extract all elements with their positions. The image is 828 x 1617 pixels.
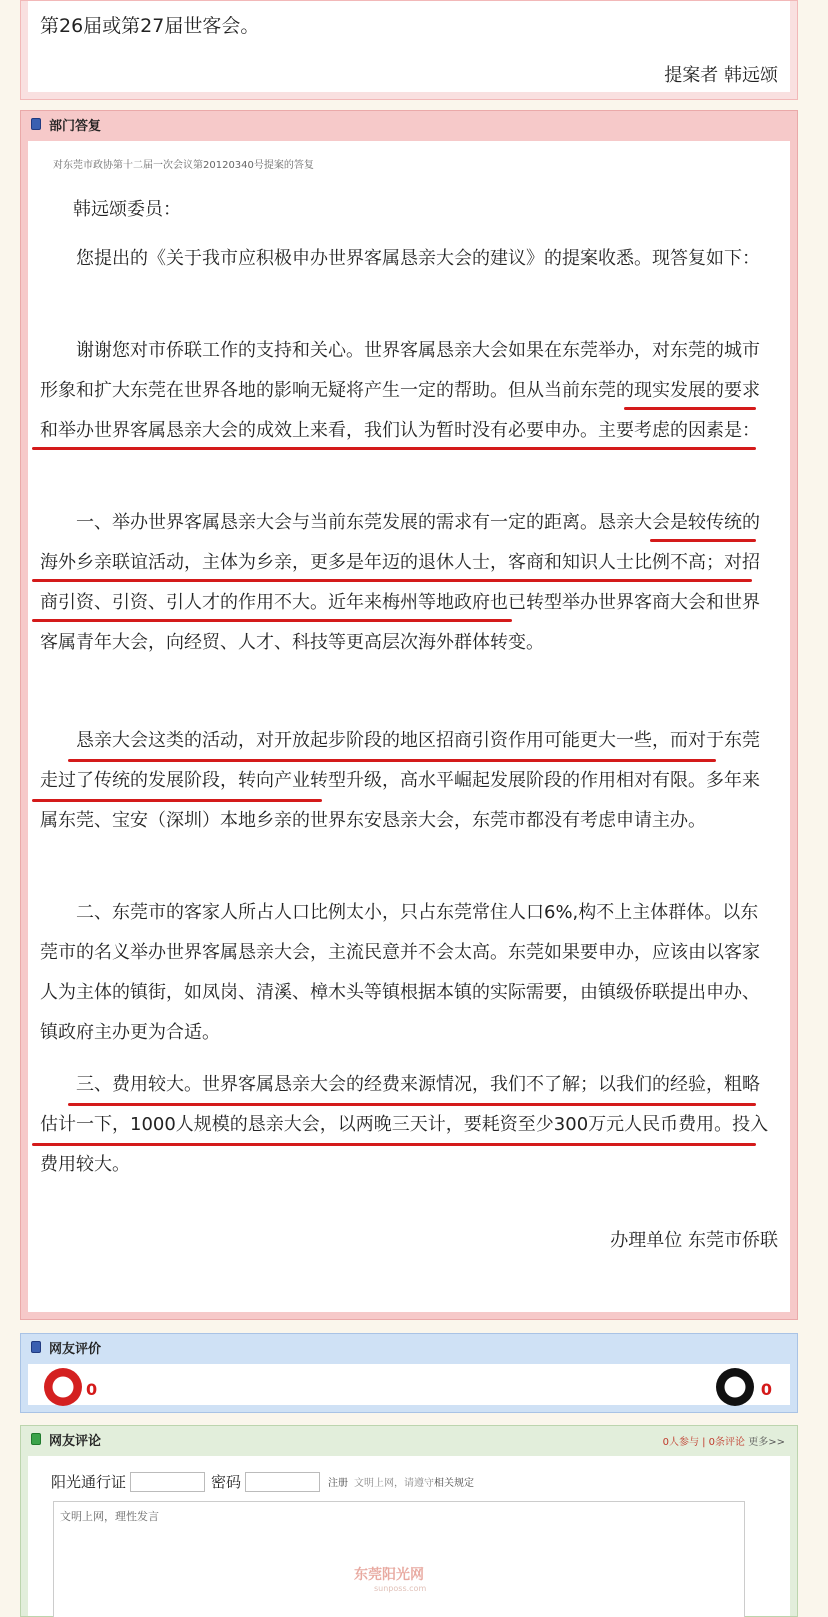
reply-caption: 对东莞市政协第十二届一次会议第20120340号提案的答复 (53, 160, 314, 171)
highlight-underline (68, 1103, 756, 1106)
reply-paragraph: 谢谢您对市侨联工作的支持和关心。世界客属恳亲大会如果在东莞举办，对东莞的城市形象和扩大东莞在世界各地的影响无疑将产生一定的帮助。但从当前东莞的现实发展的要求和举办世界客属恳亲大会的成效上来看，我们认为暂时没有必要申办。主要考虑的因素是： (40, 340, 760, 441)
comment-textarea[interactable] (53, 1501, 745, 1617)
password-input[interactable] (245, 1472, 320, 1492)
section-title: 网友评论 (49, 1433, 102, 1449)
more-comments-link[interactable]: 更多>> (748, 1437, 785, 1448)
highlight-underline (32, 579, 752, 582)
reply-paragraph: 恳亲大会这类的活动，对开放起步阶段的地区招商引资作用可能更大一些，而对于东莞走过了传统的发展阶段，转向产业转型升级，高水平崛起发展阶段的作用相对有限。多年来属东莞、宝安（深圳）本地乡亲的世界东安恳亲大会，东莞市都没有考虑申请主办。 (40, 730, 760, 831)
reply-salutation: 韩远颂委员： (73, 199, 181, 220)
up-vote-count: 0 (86, 1380, 98, 1399)
rating-content (28, 1364, 790, 1405)
site-watermark: 东莞阳光网 (354, 1567, 424, 1583)
login-row (51, 1471, 474, 1492)
thumbs-up-icon[interactable] (44, 1368, 82, 1406)
section-marker-icon (31, 1341, 41, 1353)
highlight-underline (32, 1143, 756, 1146)
civility-tip-text: 文明上网，请遵守 (354, 1478, 435, 1489)
proposer-name: 提案者 韩远颂 (664, 65, 778, 86)
comment-icon (31, 1433, 41, 1445)
civility-tip (354, 1474, 474, 1489)
highlight-underline (32, 447, 756, 450)
section-title: 网友评价 (49, 1341, 102, 1357)
reply-paragraph: 您提出的《关于我市应积极申办世界客属恳亲大会的建议》的提案收悉。现答复如下： (76, 248, 760, 269)
netizen-comments-panel (20, 1425, 798, 1617)
department-reply-header (21, 111, 797, 137)
reply-paragraph: 三、费用较大。世界客属恳亲大会的经费来源情况，我们不了解；以我们的经验，粗略估计一下，1000人规模的恳亲大会，以两晚三天计，要耗资至少300万元人民币费用。投入费用较大。 (40, 1074, 769, 1175)
comment-form (28, 1456, 790, 1616)
netizen-rating-panel (20, 1333, 798, 1413)
reply-content (28, 141, 790, 1312)
comment-stats[interactable] (663, 1433, 785, 1448)
register-link[interactable]: 注册 (328, 1478, 349, 1489)
handling-unit: 办理单位 东莞市侨联 (610, 1230, 778, 1251)
proposal-content (28, 1, 790, 92)
rules-link[interactable]: 相关规定 (434, 1478, 475, 1489)
reply-paragraph: 二、东莞市的客家人所占人口比例太小，只占东莞常住人口6%,构不上主体群体。以东莞市的名义举办世界客属恳亲大会，主流民意并不会太高。东莞如果要申办，应该由以客家人为主体的镇街，如凤岗、清溪、樟木头等镇根据本镇的实际需要，由镇级侨联提出申办、镇政府主办更为合适。 (40, 902, 760, 1043)
site-watermark-domain: sunposs.com (374, 1584, 427, 1593)
department-reply-panel (20, 110, 798, 1320)
highlight-underline (650, 539, 756, 542)
netizen-rating-header (21, 1334, 797, 1360)
comment-stats-text[interactable]: 0人参与 | 0条评论 (662, 1437, 746, 1448)
comment-placeholder: 文明上网，理性发言 (60, 1510, 159, 1523)
down-vote-count: 0 (760, 1380, 772, 1399)
highlight-underline (32, 619, 512, 622)
thumbs-down-icon[interactable] (716, 1368, 754, 1406)
passport-input[interactable] (130, 1472, 205, 1492)
highlight-underline (68, 759, 716, 762)
proposal-tail-text: 第26届或第27届世客会。 (40, 15, 260, 37)
passport-label: 阳光通行证 (51, 1473, 127, 1491)
section-marker-icon (31, 118, 41, 130)
proposal-panel (20, 0, 798, 100)
highlight-underline (624, 407, 756, 410)
reply-paragraph: 一、举办世界客属恳亲大会与当前东莞发展的需求有一定的距离。恳亲大会是较传统的海外乡亲联谊活动，主体为乡亲，更多是年迈的退休人士，客商和知识人士比例不高；对招商引资、引资、引人才的作用不大。近年来梅州等地政府也已转型举办世界客商大会和世界客属青年大会，向经贸、人才、科技等更高层次海外群体转变。 (40, 512, 760, 653)
highlight-underline (32, 799, 322, 802)
password-label: 密码 (211, 1473, 242, 1491)
section-title: 部门答复 (49, 118, 102, 134)
